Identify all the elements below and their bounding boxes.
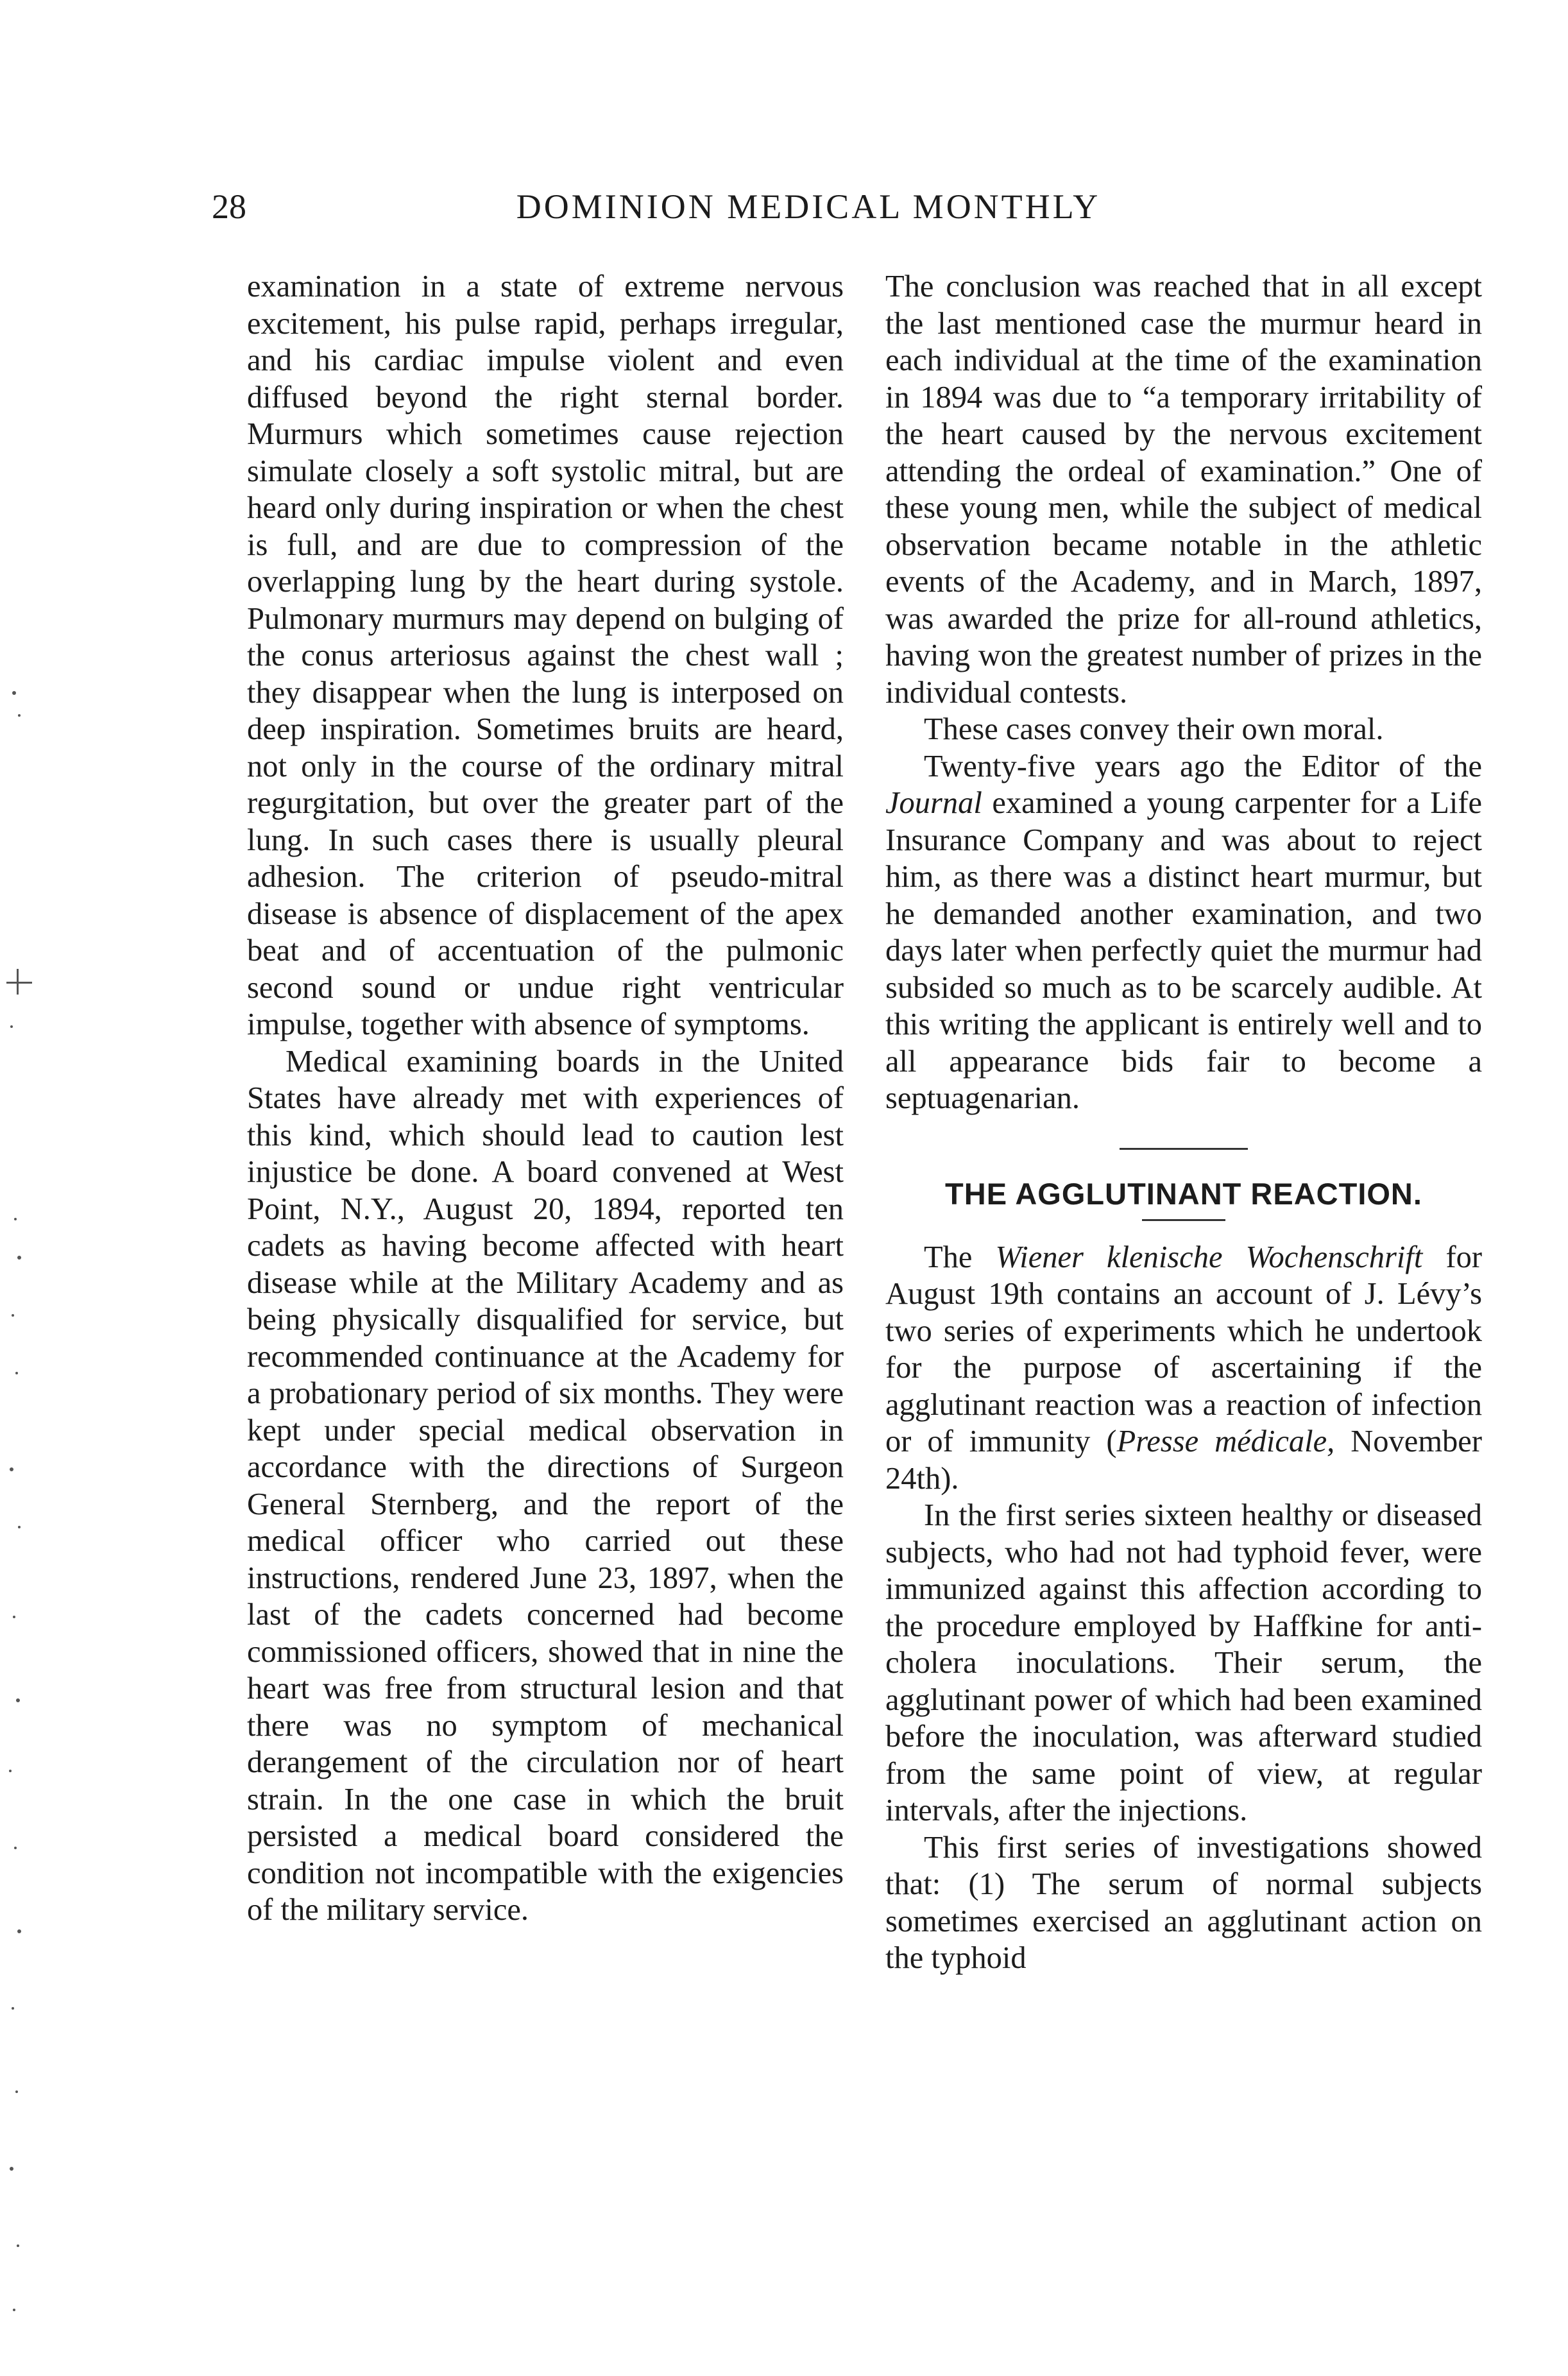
s1-text-end: November 24th). xyxy=(885,1424,1482,1496)
section-paragraph-2: In the first series sixteen healthy or diseased subjects, who had not had typhoid fever, were immunized against this affection according to the procedure employed by Haffkine for anti-cholera inoculations. Their serum, the agglutinant power of which had been examined before the inoculation, was afterward studied from the same point of view, at regular intervals, after the injections. xyxy=(885,1498,1482,1827)
left-column xyxy=(247,268,844,1929)
s1-text-start: The xyxy=(924,1240,996,1274)
s1-text-middle: for August 19th contains an account of J. Lévy’s two series of experiments which he undertook for the purpose of ascertaining if the agglutinant reaction was a reaction of infection or of immunity ( xyxy=(885,1240,1482,1458)
page-number: 28 xyxy=(212,187,246,226)
title-underline xyxy=(1142,1219,1225,1221)
section-paragraph-3: This first series of investigations showed that: (1) The serum of normal subjects sometimes exercised an agglutinant action on the typhoid xyxy=(885,1830,1482,1975)
p3-text-start: Twenty-five years ago the Editor of the xyxy=(924,749,1482,783)
margin-scan-specks xyxy=(0,0,77,2376)
left-paragraph-2: Medical examining boards in the United States have already met with experiences of this kind, which should lead to caution lest injustice be done. A board convened at West Point, N.Y., August 20, 1894, reported ten cadets as having become affected with heart disease while at the Military Academy and as being physically disqualified for service, but recommended continuance at the Academy for a probationary period of six months. They were kept under special medical observation in accordance with the directions of Surgeon General Sternberg, and the report of the medical officer who carried out these instructions, rendered June 23, 1897, when the last of the cadets concerned had become commissioned officers, showed that in nine the heart was free from structural lesion and that there was no symptom of mechanical derangement of the circulation nor of heart strain. In the one case in which the bruit persisted a medical board considered the condition not incompatible with the exigencies of the military service. xyxy=(247,1044,844,1927)
p3-text-end: examined a young carpenter for a Life Insurance Company and was about to reject him, as there was a distinct heart murmur, but he demanded another examination, and two days later when perfectly quiet the murmur had subsided so much as to be scarcely audible. At this writing the applicant is entirely well and to all appearance bids fair to become a septuagenarian. xyxy=(885,786,1482,1115)
left-paragraph-1: examination in a state of extreme nervous excitement, his pulse rapid, perhaps irregular, and his cardiac impulse violent and even diffused beyond the right sternal border. Murmurs which sometimes cause rejection simulate closely a soft systolic mitral, but are heard only during inspiration or when the chest is full, and are due to compression of the overlapping lung by the heart during systole. Pulmonary murmurs may depend on bulging of the conus arteriosus against the chest wall ; they disappear when the lung is interposed on deep inspiration. Sometimes bruits are heard, not only in the course of the ordinary mitral regurgitation, but over the greater part of the lung. In such cases there is usually pleural adhesion. The criterion of pseudo-mitral disease is absence of displacement of the apex beat and of accentuation of the pulmonic second sound or undue right ventricular impulse, together with absence of symptoms. xyxy=(247,269,844,1041)
running-head: DOMINION MEDICAL MONTHLY xyxy=(516,187,1101,226)
section-divider xyxy=(1120,1148,1248,1150)
section-title: THE AGGLUTINANT REACTION. xyxy=(945,1176,1422,1211)
wiener-journal-title: Wiener klenische Wochenschrift xyxy=(995,1240,1423,1274)
right-paragraph-1: The conclusion was reached that in all except the last mentioned case the murmur heard in each individual at the time of the examination in 1894 was due to “a temporary irritability of the heart caused by the nervous excitement attending the ordeal of examination.” One of these young men, while the subject of medical observation became notable in the athletic events of the Academy, and in March, 1897, was awarded the prize for all-round athletics, having won the greatest number of prizes in the individual contests. xyxy=(885,269,1482,710)
right-column xyxy=(885,268,1482,1977)
section-paragraph-1 xyxy=(885,1239,1482,1498)
presse-medicale-title: Presse médicale, xyxy=(1116,1424,1335,1458)
journal-title: Journal xyxy=(885,786,982,820)
right-paragraph-3 xyxy=(885,748,1482,1117)
right-paragraph-2: These cases convey their own moral. xyxy=(924,712,1384,746)
